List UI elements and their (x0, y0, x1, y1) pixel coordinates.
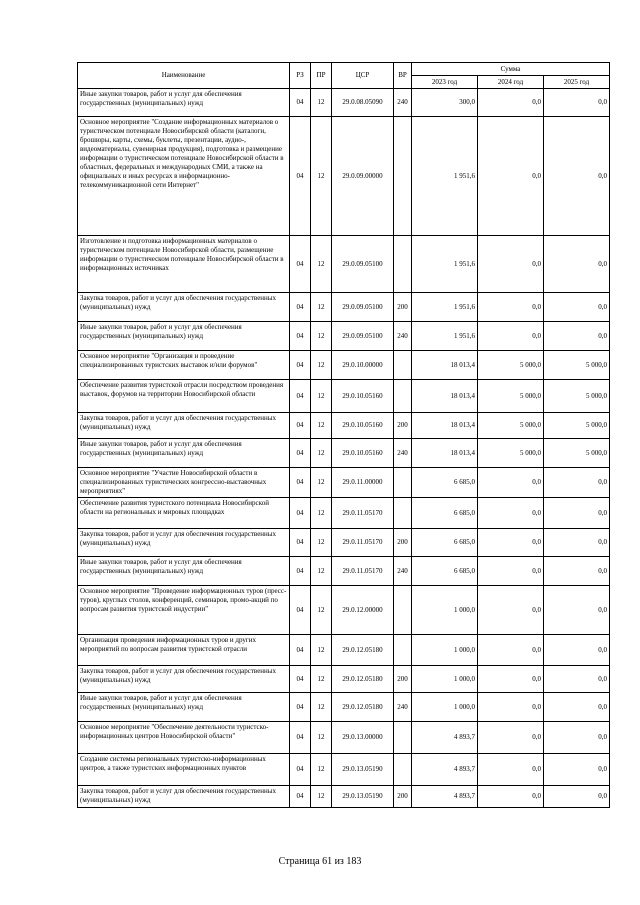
row-value-2024: 0,0 (478, 529, 544, 557)
row-csr: 29.0.11.05170 (332, 557, 394, 586)
row-rz: 04 (290, 693, 311, 722)
row-csr: 29.0.13.05190 (332, 786, 394, 808)
row-value-2024: 0,0 (478, 586, 544, 635)
row-rz: 04 (290, 557, 311, 586)
row-value-2023: 4 893,7 (412, 722, 478, 754)
row-rz: 04 (290, 722, 311, 754)
row-name: Создание системы региональных туристско-информационных центров, а также туристских информационных пунктов (78, 754, 290, 786)
header-pr: ПР (311, 63, 332, 89)
row-pr: 12 (311, 413, 332, 439)
row-rz: 04 (290, 322, 311, 351)
budget-document (77, 62, 609, 808)
row-value-2024: 0,0 (478, 322, 544, 351)
row-pr: 12 (311, 754, 332, 786)
row-value-2025: 0,0 (544, 89, 610, 117)
row-value-2023: 1 951,6 (412, 236, 478, 293)
row-vr (394, 586, 412, 635)
row-csr: 29.0.08.05090 (332, 89, 394, 117)
row-name: Основное мероприятие "Организация и проведение специализированных туристских выставок и/или форумов" (78, 351, 290, 380)
row-pr: 12 (311, 380, 332, 413)
row-value-2023: 1 000,0 (412, 586, 478, 635)
row-value-2024: 0,0 (478, 666, 544, 693)
row-value-2024: 5 000,0 (478, 380, 544, 413)
row-name: Обеспечение развития туристской отрасли посредством проведения выставок, форумов на территории Новосибирской области (78, 380, 290, 413)
row-value-2025: 5 000,0 (544, 380, 610, 413)
row-value-2025: 0,0 (544, 586, 610, 635)
row-value-2024: 0,0 (478, 635, 544, 666)
row-csr: 29.0.09.05100 (332, 322, 394, 351)
row-csr: 29.0.13.05190 (332, 754, 394, 786)
table-row (78, 293, 610, 322)
row-vr: 200 (394, 413, 412, 439)
row-value-2024: 0,0 (478, 754, 544, 786)
row-value-2024: 0,0 (478, 722, 544, 754)
table-row (78, 89, 610, 117)
row-name: Основное мероприятие "Обеспечение деятельности туристско-информационных центров Новосибирской области" (78, 722, 290, 754)
row-value-2024: 0,0 (478, 557, 544, 586)
header-year-2024: 2024 год (478, 76, 544, 89)
row-name: Изготовление и подготовка информационных материалов о туристическом потенциале Новосибирской области, размещение информации о туристическом потенциале Новосибирской области в информационных источниках (78, 236, 290, 293)
row-csr: 29.0.12.00000 (332, 586, 394, 635)
row-value-2025: 0,0 (544, 322, 610, 351)
row-csr: 29.0.12.05180 (332, 693, 394, 722)
row-vr (394, 722, 412, 754)
row-pr: 12 (311, 786, 332, 808)
row-value-2025: 0,0 (544, 557, 610, 586)
table-row (78, 380, 610, 413)
row-csr: 29.0.11.05170 (332, 529, 394, 557)
row-name: Закупка товаров, работ и услуг для обеспечения государственных (муниципальных) нужд (78, 529, 290, 557)
row-rz: 04 (290, 380, 311, 413)
row-name: Иные закупки товаров, работ и услуг для обеспечения государственных (муниципальных) нужд (78, 89, 290, 117)
row-value-2025: 0,0 (544, 498, 610, 529)
row-rz: 04 (290, 754, 311, 786)
row-rz: 04 (290, 351, 311, 380)
row-pr: 12 (311, 498, 332, 529)
row-value-2025: 0,0 (544, 754, 610, 786)
row-csr: 29.0.13.00000 (332, 722, 394, 754)
row-value-2023: 18 013,4 (412, 439, 478, 468)
row-name: Закупка товаров, работ и услуг для обеспечения государственных (муниципальных) нужд (78, 413, 290, 439)
row-value-2023: 1 000,0 (412, 693, 478, 722)
row-csr: 29.0.11.00000 (332, 468, 394, 498)
row-pr: 12 (311, 322, 332, 351)
row-vr: 240 (394, 439, 412, 468)
row-pr: 12 (311, 722, 332, 754)
row-value-2023: 1 000,0 (412, 635, 478, 666)
table-row (78, 722, 610, 754)
row-vr (394, 498, 412, 529)
row-pr: 12 (311, 666, 332, 693)
row-vr (394, 380, 412, 413)
header-csr: ЦСР (332, 63, 394, 89)
row-name: Организация проведения информационных туров и других мероприятий по вопросам развития туристской отрасли (78, 635, 290, 666)
table-row (78, 557, 610, 586)
row-value-2024: 5 000,0 (478, 413, 544, 439)
row-csr: 29.0.11.05170 (332, 498, 394, 529)
row-value-2025: 0,0 (544, 117, 610, 236)
row-value-2025: 0,0 (544, 666, 610, 693)
row-pr: 12 (311, 586, 332, 635)
table-row (78, 529, 610, 557)
row-vr: 200 (394, 293, 412, 322)
row-vr: 200 (394, 786, 412, 808)
row-rz: 04 (290, 439, 311, 468)
row-name: Иные закупки товаров, работ и услуг для обеспечения государственных (муниципальных) нужд (78, 693, 290, 722)
row-csr: 29.0.12.05180 (332, 635, 394, 666)
header-year-2025: 2025 год (544, 76, 610, 89)
row-value-2024: 0,0 (478, 117, 544, 236)
row-value-2023: 6 685,0 (412, 468, 478, 498)
row-vr (394, 635, 412, 666)
row-value-2023: 300,0 (412, 89, 478, 117)
row-vr: 240 (394, 322, 412, 351)
row-value-2024: 5 000,0 (478, 439, 544, 468)
row-rz: 04 (290, 89, 311, 117)
row-value-2024: 0,0 (478, 693, 544, 722)
row-value-2023: 18 013,4 (412, 380, 478, 413)
row-pr: 12 (311, 89, 332, 117)
row-rz: 04 (290, 635, 311, 666)
row-value-2024: 0,0 (478, 786, 544, 808)
table-row (78, 236, 610, 293)
row-rz: 04 (290, 529, 311, 557)
row-rz: 04 (290, 117, 311, 236)
row-vr: 200 (394, 666, 412, 693)
row-value-2024: 0,0 (478, 468, 544, 498)
table-row (78, 322, 610, 351)
row-name: Закупка товаров, работ и услуг для обеспечения государственных (муниципальных) нужд (78, 786, 290, 808)
row-vr: 240 (394, 89, 412, 117)
header-year-2023: 2023 год (412, 76, 478, 89)
header-sum: Сумма (412, 63, 610, 76)
row-pr: 12 (311, 236, 332, 293)
table-row (78, 439, 610, 468)
table-row (78, 786, 610, 808)
row-name: Иные закупки товаров, работ и услуг для обеспечения государственных (муниципальных) нужд (78, 322, 290, 351)
row-rz: 04 (290, 293, 311, 322)
row-csr: 29.0.09.05100 (332, 236, 394, 293)
row-value-2024: 0,0 (478, 498, 544, 529)
row-value-2025: 0,0 (544, 722, 610, 754)
row-vr (394, 754, 412, 786)
row-value-2023: 18 013,4 (412, 351, 478, 380)
table-row (78, 413, 610, 439)
row-pr: 12 (311, 635, 332, 666)
row-pr: 12 (311, 557, 332, 586)
row-csr: 29.0.09.00000 (332, 117, 394, 236)
table-row (78, 117, 610, 236)
row-value-2025: 5 000,0 (544, 439, 610, 468)
row-value-2024: 0,0 (478, 293, 544, 322)
row-value-2025: 5 000,0 (544, 413, 610, 439)
row-value-2023: 4 893,7 (412, 786, 478, 808)
row-value-2024: 5 000,0 (478, 351, 544, 380)
row-value-2023: 1 951,6 (412, 117, 478, 236)
row-rz: 04 (290, 413, 311, 439)
row-name: Основное мероприятие "Участие Новосибирской области в специализированных туристических конгрессно-выставочных мероприятиях" (78, 468, 290, 498)
row-value-2025: 0,0 (544, 293, 610, 322)
table-row (78, 754, 610, 786)
row-value-2023: 6 685,0 (412, 529, 478, 557)
row-pr: 12 (311, 693, 332, 722)
row-value-2023: 4 893,7 (412, 754, 478, 786)
row-rz: 04 (290, 586, 311, 635)
row-csr: 29.0.10.05160 (332, 413, 394, 439)
row-vr (394, 351, 412, 380)
row-csr: 29.0.10.05160 (332, 380, 394, 413)
table-row (78, 635, 610, 666)
table-row (78, 351, 610, 380)
row-vr: 240 (394, 557, 412, 586)
row-name: Основное мероприятие "Создание информационных материалов о туристическом потенциале Новосибирской области (каталоги, брошюры, карты, схемы, буклеты, презентации, аудио-, видеоматериалы, сувенирная продукция), подготовка и размещение информации о туристическом потенциале Новосибирской области в областных, федеральных и международных СМИ, а также на официальных и иных ресурсах в информационно-телекоммуникационной сети Интернет" (78, 117, 290, 236)
row-value-2025: 0,0 (544, 529, 610, 557)
row-value-2023: 6 685,0 (412, 557, 478, 586)
row-value-2025: 5 000,0 (544, 351, 610, 380)
row-name: Иные закупки товаров, работ и услуг для обеспечения государственных (муниципальных) нужд (78, 439, 290, 468)
row-rz: 04 (290, 498, 311, 529)
row-vr (394, 468, 412, 498)
row-value-2025: 0,0 (544, 693, 610, 722)
row-pr: 12 (311, 351, 332, 380)
table-row (78, 468, 610, 498)
row-pr: 12 (311, 529, 332, 557)
table-row (78, 586, 610, 635)
row-name: Основное мероприятие "Проведение информационных туров (пресс-туров), круглых столов, конференций, семинаров, промо-акций по вопросам развития туристской индустрии" (78, 586, 290, 635)
row-name: Закупка товаров, работ и услуг для обеспечения государственных (муниципальных) нужд (78, 293, 290, 322)
row-pr: 12 (311, 468, 332, 498)
row-name: Закупка товаров, работ и услуг для обеспечения государственных (муниципальных) нужд (78, 666, 290, 693)
row-value-2024: 0,0 (478, 236, 544, 293)
header-name: Наименование (78, 63, 290, 89)
row-pr: 12 (311, 293, 332, 322)
budget-table (77, 62, 610, 808)
row-value-2024: 0,0 (478, 89, 544, 117)
row-value-2023: 1 951,6 (412, 322, 478, 351)
header-vr: ВР (394, 63, 412, 89)
table-row (78, 498, 610, 529)
table-body (78, 89, 610, 808)
row-value-2023: 1 951,6 (412, 293, 478, 322)
header-rz: РЗ (290, 63, 311, 89)
row-value-2025: 0,0 (544, 468, 610, 498)
row-value-2025: 0,0 (544, 236, 610, 293)
row-rz: 04 (290, 666, 311, 693)
row-vr: 240 (394, 693, 412, 722)
row-rz: 04 (290, 786, 311, 808)
page-number: Страница 61 из 183 (278, 856, 362, 867)
row-value-2025: 0,0 (544, 786, 610, 808)
row-vr (394, 117, 412, 236)
row-value-2025: 0,0 (544, 635, 610, 666)
row-value-2023: 6 685,0 (412, 498, 478, 529)
row-value-2023: 18 013,4 (412, 413, 478, 439)
row-pr: 12 (311, 117, 332, 236)
row-pr: 12 (311, 439, 332, 468)
table-row (78, 666, 610, 693)
table-row (78, 693, 610, 722)
row-name: Обеспечение развития туристского потенциала Новосибирской области на региональных и мировых площадках (78, 498, 290, 529)
row-rz: 04 (290, 468, 311, 498)
row-csr: 29.0.12.05180 (332, 666, 394, 693)
row-csr: 29.0.10.05160 (332, 439, 394, 468)
row-value-2023: 1 000,0 (412, 666, 478, 693)
row-rz: 04 (290, 236, 311, 293)
row-name: Иные закупки товаров, работ и услуг для обеспечения государственных (муниципальных) нужд (78, 557, 290, 586)
row-csr: 29.0.09.05100 (332, 293, 394, 322)
row-csr: 29.0.10.00000 (332, 351, 394, 380)
row-vr (394, 236, 412, 293)
row-vr: 200 (394, 529, 412, 557)
